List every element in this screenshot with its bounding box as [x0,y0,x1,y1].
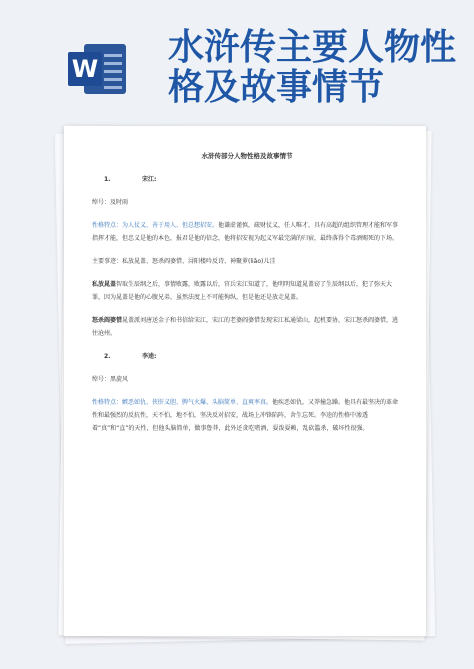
document-title: 水浒传部分人物性格及故事情节 [201,152,293,160]
traits-paragraph [92,219,402,245]
story-label: 怒杀阎婆惜 [92,317,123,324]
document-body [92,150,402,445]
traits-highlight: 嫉恶如仇、侠肝义胆、脾气火爆、头脑简单、直爽率真。 [122,399,273,406]
page-title [168,28,468,108]
section-number: 2. [104,353,111,360]
document-page [64,126,426,636]
story-text: 智取生辰纲之后，事情败露，败露以后，官兵宋江知道了，他明明知道晁盖窃了生辰纲以后，犯了弥天大罪，因为晁盖是他的心腹兄弟，虽然法度上不可能徇纵，但是他还是放走晁盖。 [92,281,393,301]
page-title-line2: 格及故事情节 [168,67,385,108]
section-heading [92,173,402,186]
events-paragraph: 主要事迹：私放晁盖、怒杀阎婆惜、浔阳楼吟反诗、神聚萝(liǎo)儿洼 [92,258,276,265]
word-icon-letter: W [68,52,102,86]
traits-label: 性格特点： [92,222,123,229]
page-title-line1: 水浒传主要人物性 [168,27,457,68]
story-paragraph [92,278,402,304]
traits-text: 他疾恶如仇，又莽撞急躁。他具有最坚决的革命性和最强烈的反抗性，天不怕，地不怕，坚决反对招安，战场上冲锋陷阵，舍生忘死。李逵的性格中渗透着“真”和“直”的天性，但他头脑简单，做事鲁莽，此外还贪吃嗜酒，耍泼耍赖，乱砍滥杀，破坏性很强。 [92,399,399,432]
section-name: 李逵: [142,353,157,360]
nickname: 绰号：及时雨 [92,199,129,206]
story-text: 晁盖派刘唐送金子和书信给宋江，宋江的老婆阎婆惜发现宋江私通梁山，起机要协，宋江怒杀阎婆惜，逃往沧州。 [92,317,399,337]
svg-text:·: · [67,182,74,193]
section-number: 1. [104,176,111,183]
traits-paragraph [92,396,402,435]
traits-text: 他谦虚谨慎，疏财仗义，任人唯才，具有高超的组织管理才能和军事指挥才能，但忠义是他的本色，报君是他的信念，他将招安视为起义军最完满的归宿，最终落得个毒酒赐死的下场。 [92,222,399,242]
story-label: 私放晁盖 [92,281,117,288]
nickname: 绰号：黑旋风 [92,376,129,383]
story-paragraph [92,314,402,340]
traits-highlight: 为人仗义、善于用人、但总想招安。 [122,222,219,229]
section-heading [92,350,402,363]
header [0,0,474,118]
traits-label: 性格特点： [92,399,123,406]
section-name: 宋江: [142,176,157,183]
word-icon [68,40,126,98]
